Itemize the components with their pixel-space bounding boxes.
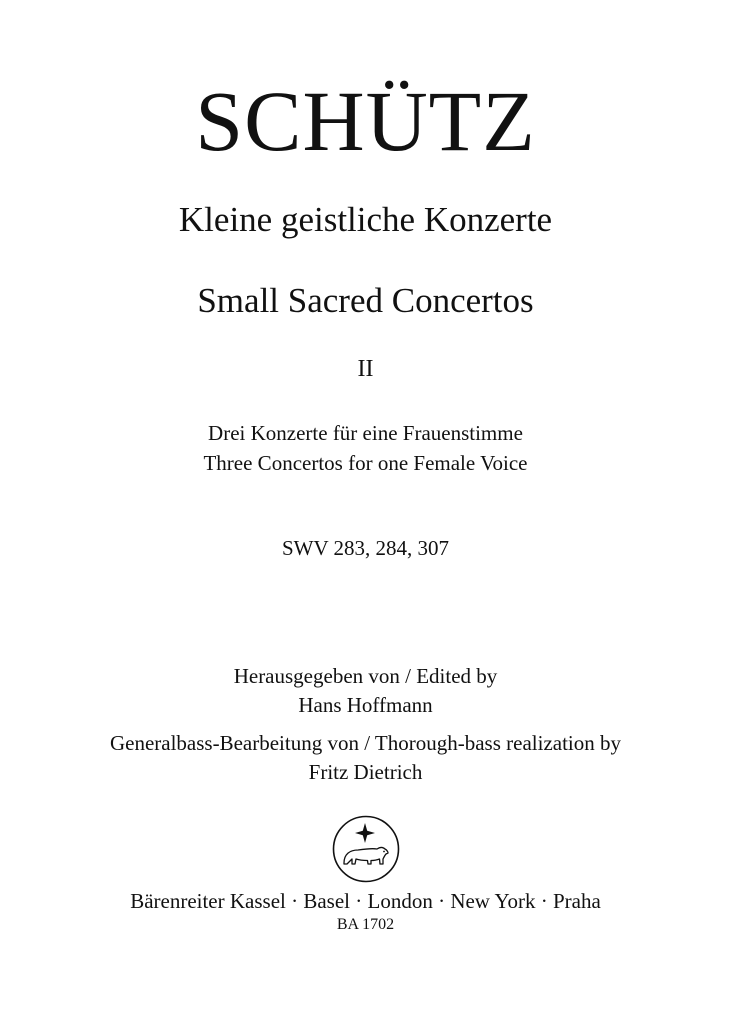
publisher-number: BA 1702 bbox=[336, 916, 395, 933]
subtitle-german: Drei Konzerte für eine Frauenstimme bbox=[208, 421, 523, 445]
editor-label: Herausgegeben von / Edited by bbox=[233, 664, 498, 688]
title-english: Small Sacred Concertos bbox=[197, 281, 534, 320]
realization-label: Generalbass-Bearbeitung von / Thorough-bass realization by bbox=[109, 731, 622, 755]
volume-number: II bbox=[357, 356, 374, 382]
composer-name: SCHÜTZ bbox=[195, 73, 536, 169]
catalogue-numbers: SWV 283, 284, 307 bbox=[281, 536, 450, 560]
editor-name: Hans Hoffmann bbox=[298, 693, 433, 717]
baerenreiter-bear-star-icon bbox=[332, 815, 400, 883]
subtitle-english: Three Concertos for one Female Voice bbox=[203, 451, 528, 475]
realization-name: Fritz Dietrich bbox=[308, 760, 423, 784]
title-german: Kleine geistliche Konzerte bbox=[178, 200, 553, 239]
publisher-cities: Bärenreiter Kassel · Basel · London · New York · Praha bbox=[130, 889, 601, 913]
